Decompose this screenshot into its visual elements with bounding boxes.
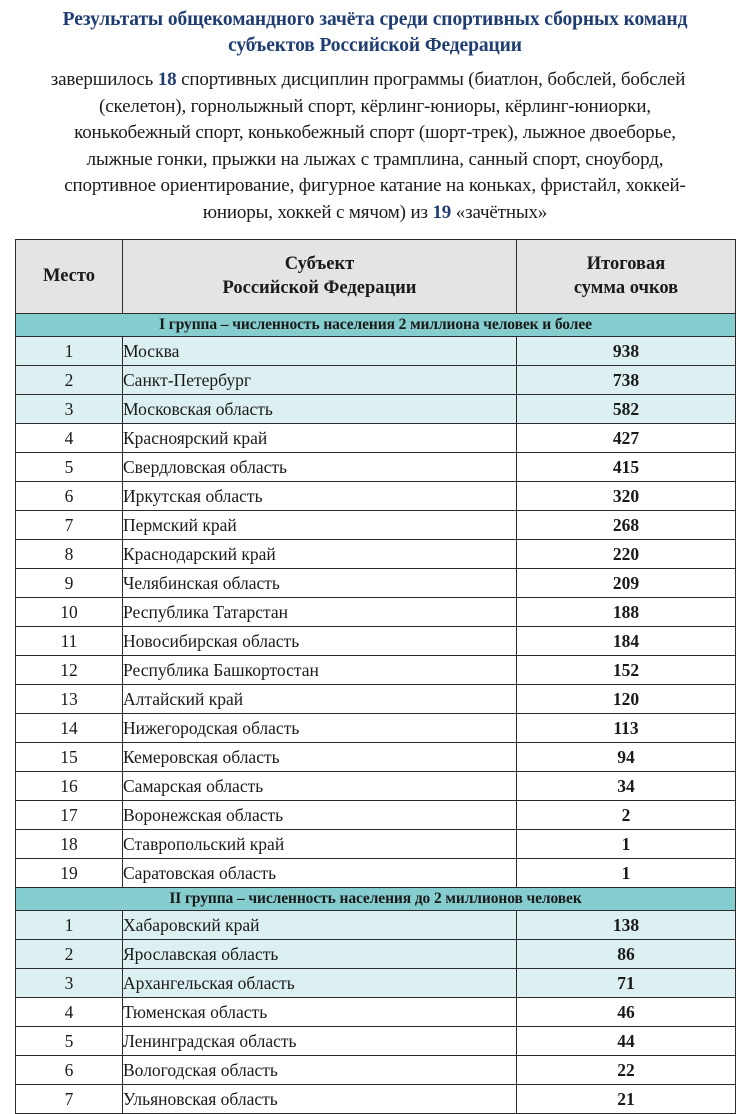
table-row xyxy=(16,1055,736,1084)
score-cell: 21 xyxy=(517,1084,736,1113)
score-cell: 938 xyxy=(517,336,736,365)
subject-cell: Краснодарский край xyxy=(123,539,517,568)
table-row xyxy=(16,568,736,597)
column-header-subject-line-1: Субъект xyxy=(284,254,355,275)
group-header-row xyxy=(16,313,736,336)
intro-line: (скелетон), горнолыжный спорт, кёрлинг-юниоры, кёрлинг-юниорки, xyxy=(99,95,651,117)
intro-line: конькобежный спорт, конькобежный спорт (шорт-трек), лыжное двоеборье, xyxy=(74,122,676,144)
place-cell: 1 xyxy=(16,910,123,939)
score-cell: 113 xyxy=(517,713,736,742)
score-cell: 94 xyxy=(517,742,736,771)
score-cell: 44 xyxy=(517,1026,736,1055)
score-cell: 582 xyxy=(517,394,736,423)
place-cell: 17 xyxy=(16,800,123,829)
group-header-label: II группа – численность населения до 2 миллионов человек xyxy=(16,887,736,910)
page-title xyxy=(0,0,750,59)
score-cell: 46 xyxy=(517,997,736,1026)
table-row xyxy=(16,771,736,800)
group-header-row xyxy=(16,887,736,910)
table-head xyxy=(16,239,736,313)
score-cell: 184 xyxy=(517,626,736,655)
place-cell: 19 xyxy=(16,858,123,887)
score-cell: 738 xyxy=(517,365,736,394)
subject-cell: Москва xyxy=(123,336,517,365)
subject-cell: Ярославская область xyxy=(123,939,517,968)
table-row xyxy=(16,597,736,626)
place-cell: 6 xyxy=(16,481,123,510)
score-cell: 86 xyxy=(517,939,736,968)
place-cell: 14 xyxy=(16,713,123,742)
subject-cell: Архангельская область xyxy=(123,968,517,997)
score-cell: 268 xyxy=(517,510,736,539)
subject-cell: Ленинградская область xyxy=(123,1026,517,1055)
table-row xyxy=(16,968,736,997)
subject-cell: Воронежская область xyxy=(123,800,517,829)
column-header-subject xyxy=(123,239,517,313)
score-cell: 2 xyxy=(517,800,736,829)
place-cell: 5 xyxy=(16,452,123,481)
table-row xyxy=(16,510,736,539)
table-row xyxy=(16,481,736,510)
table-row xyxy=(16,829,736,858)
score-cell: 415 xyxy=(517,452,736,481)
place-cell: 12 xyxy=(16,655,123,684)
intro-line: завершилось 18 спортивных дисциплин программы (биатлон, бобслей, бобслей xyxy=(50,69,686,90)
table-row xyxy=(16,336,736,365)
score-cell: 427 xyxy=(517,423,736,452)
place-cell: 18 xyxy=(16,829,123,858)
place-cell: 6 xyxy=(16,1055,123,1084)
table-header-row xyxy=(16,239,736,313)
score-cell: 320 xyxy=(517,481,736,510)
table-row xyxy=(16,365,736,394)
intro-line: юниоры, хоккей с мячом) из 19 «зачётных» xyxy=(202,201,548,223)
subject-cell: Пермский край xyxy=(123,510,517,539)
place-cell: 4 xyxy=(16,423,123,452)
table-row xyxy=(16,713,736,742)
place-cell: 4 xyxy=(16,997,123,1026)
score-cell: 138 xyxy=(517,910,736,939)
results-table xyxy=(15,239,736,1114)
column-header-place-line-1: Место xyxy=(43,266,95,287)
table-row xyxy=(16,1026,736,1055)
intro-line: лыжные гонки, прыжки на лыжах с трамплина, санный спорт, сноуборд, xyxy=(86,148,664,170)
subject-cell: Новосибирская область xyxy=(123,626,517,655)
place-cell: 2 xyxy=(16,939,123,968)
subject-cell: Вологодская область xyxy=(123,1055,517,1084)
table-row xyxy=(16,858,736,887)
place-cell: 10 xyxy=(16,597,123,626)
table-row xyxy=(16,742,736,771)
table-row xyxy=(16,394,736,423)
subject-cell: Челябинская область xyxy=(123,568,517,597)
score-cell: 209 xyxy=(517,568,736,597)
place-cell: 13 xyxy=(16,684,123,713)
table-row xyxy=(16,800,736,829)
place-cell: 15 xyxy=(16,742,123,771)
table-row xyxy=(16,626,736,655)
table-row xyxy=(16,539,736,568)
score-cell: 220 xyxy=(517,539,736,568)
intro-paragraph xyxy=(0,59,750,227)
score-cell: 188 xyxy=(517,597,736,626)
subject-cell: Красноярский край xyxy=(123,423,517,452)
score-cell: 34 xyxy=(517,771,736,800)
subject-cell: Самарская область xyxy=(123,771,517,800)
subject-cell: Саратовская область xyxy=(123,858,517,887)
table-row xyxy=(16,423,736,452)
subject-cell: Санкт-Петербург xyxy=(123,365,517,394)
subject-cell: Республика Татарстан xyxy=(123,597,517,626)
subject-cell: Кемеровская область xyxy=(123,742,517,771)
score-cell: 22 xyxy=(517,1055,736,1084)
column-header-score-line-2: сумма очков xyxy=(573,278,679,299)
score-cell: 1 xyxy=(517,829,736,858)
column-header-score-line-1: Итоговая xyxy=(586,254,666,275)
place-cell: 16 xyxy=(16,771,123,800)
subject-cell: Свердловская область xyxy=(123,452,517,481)
subject-cell: Тюменская область xyxy=(123,997,517,1026)
page-title-line-1: Результаты общекомандного зачёта среди спортивных сборных команд xyxy=(62,9,688,30)
place-cell: 3 xyxy=(16,968,123,997)
score-cell: 120 xyxy=(517,684,736,713)
results-table-wrapper xyxy=(0,227,750,1114)
subject-cell: Алтайский край xyxy=(123,684,517,713)
place-cell: 5 xyxy=(16,1026,123,1055)
place-cell: 8 xyxy=(16,539,123,568)
table-row xyxy=(16,997,736,1026)
table-row xyxy=(16,684,736,713)
intro-highlight-number: 19 xyxy=(432,201,452,223)
column-header-place xyxy=(16,239,123,313)
place-cell: 7 xyxy=(16,1084,123,1113)
place-cell: 9 xyxy=(16,568,123,597)
table-row xyxy=(16,910,736,939)
subject-cell: Московская область xyxy=(123,394,517,423)
score-cell: 71 xyxy=(517,968,736,997)
page-title-line-2: субъектов Российской Федерации xyxy=(228,35,522,56)
subject-cell: Иркутская область xyxy=(123,481,517,510)
place-cell: 1 xyxy=(16,336,123,365)
column-header-score xyxy=(517,239,736,313)
column-header-subject-line-2: Российской Федерации xyxy=(222,278,417,299)
table-row xyxy=(16,939,736,968)
subject-cell: Ставропольский край xyxy=(123,829,517,858)
score-cell: 152 xyxy=(517,655,736,684)
subject-cell: Нижегородская область xyxy=(123,713,517,742)
subject-cell: Ульяновская область xyxy=(123,1084,517,1113)
table-row xyxy=(16,655,736,684)
subject-cell: Республика Башкортостан xyxy=(123,655,517,684)
intro-line: спортивное ориентирование, фигурное катание на коньках, фристайл, хоккей- xyxy=(64,175,686,197)
subject-cell: Хабаровский край xyxy=(123,910,517,939)
place-cell: 3 xyxy=(16,394,123,423)
intro-highlight-number: 18 xyxy=(157,69,177,90)
table-row xyxy=(16,452,736,481)
score-cell: 1 xyxy=(517,858,736,887)
group-header-label: I группа – численность населения 2 миллиона человек и более xyxy=(16,313,736,336)
place-cell: 7 xyxy=(16,510,123,539)
table-body xyxy=(16,313,736,1113)
place-cell: 11 xyxy=(16,626,123,655)
place-cell: 2 xyxy=(16,365,123,394)
